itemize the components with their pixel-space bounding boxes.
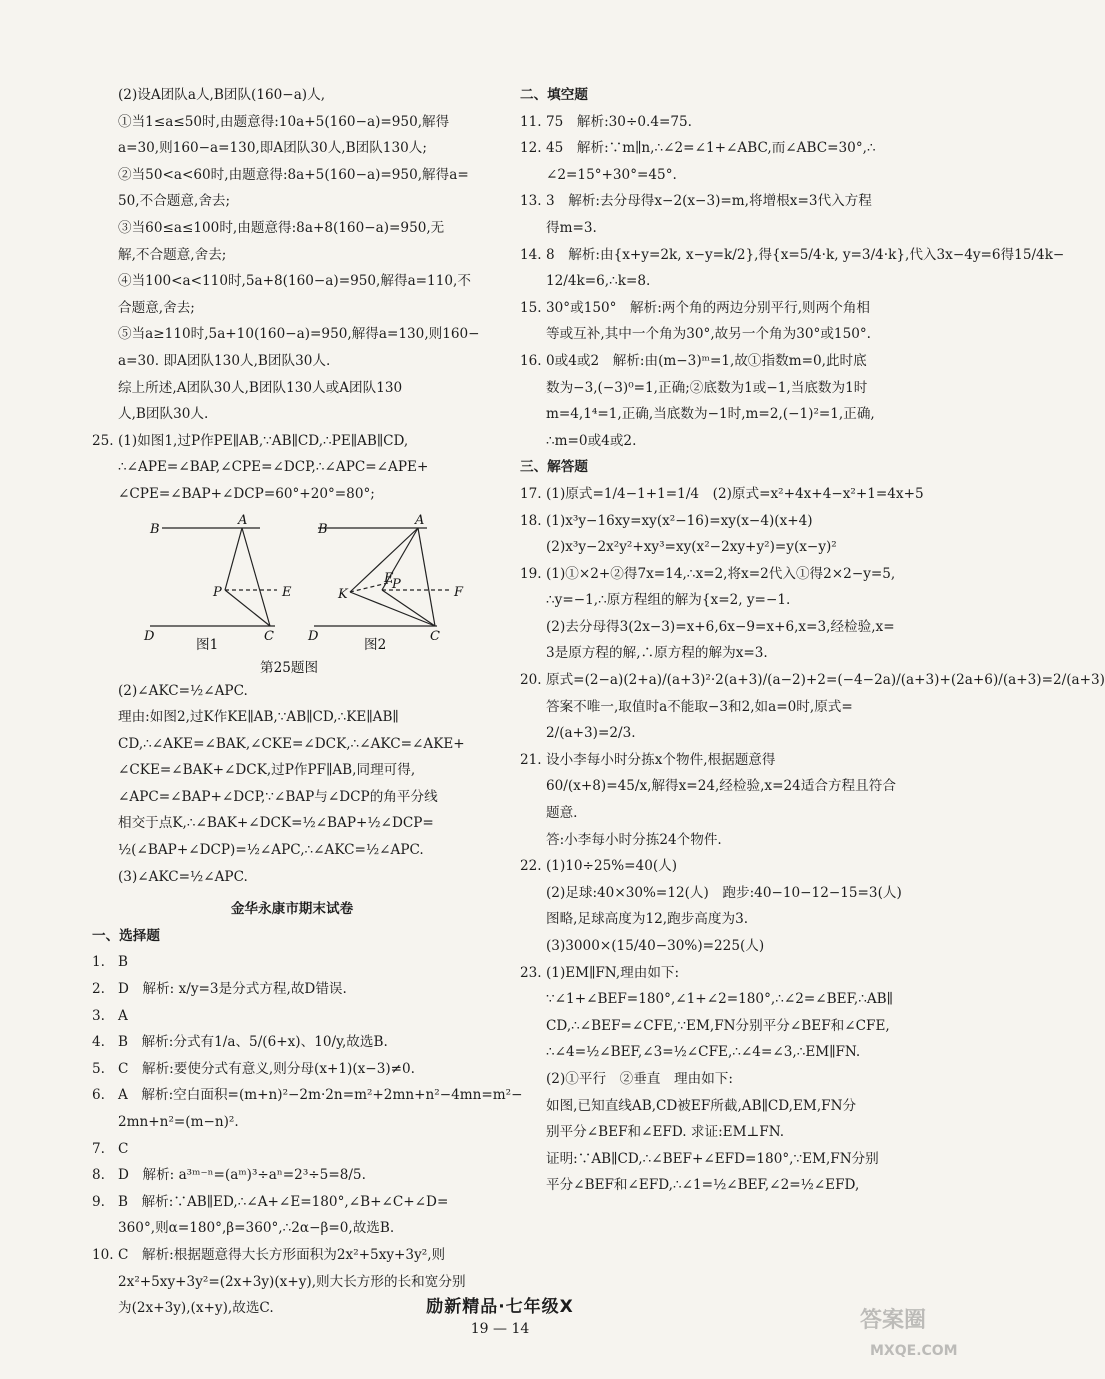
watermark-url: MXQE.COM	[870, 1343, 958, 1359]
text-line: ∠CKE=∠BAK+∠DCK,过P作PF∥AB,同理可得,	[118, 762, 416, 779]
answer-text: m=4,1⁴=1,正确,当底数为−1时,m=2,(−1)²=1,正确,	[546, 406, 875, 423]
question-number: 3.	[92, 1007, 105, 1024]
text-line: (2)∠AKC=½∠APC.	[118, 682, 248, 699]
answer-line	[520, 773, 918, 800]
answer-line	[92, 1189, 492, 1216]
section-choice-title: 一、选择题	[92, 927, 160, 944]
figure-title: 第25题图	[260, 659, 319, 676]
answer-line	[520, 242, 1065, 269]
answer-line	[520, 906, 918, 933]
answer-text: CD,∴∠BEF=∠CFE,∵EM,FN分别平分∠BEF和∠CFE,	[546, 1017, 890, 1034]
answer-line	[520, 268, 918, 295]
text-line: a=30. 即A团队130人,B团队30人.	[118, 352, 331, 369]
line-pc-1	[225, 590, 270, 626]
section-solve-title: 三、解答题	[520, 459, 588, 476]
answer-text: 答:小李每小时分拣24个物件.	[546, 831, 722, 848]
text-line: 相交于点K,∴∠BAK+∠DCK=½∠BAP+½∠DCP=	[118, 815, 434, 832]
answer-line	[92, 949, 492, 976]
answer-text: (2)①平行 ②垂直 理由如下:	[546, 1070, 733, 1087]
answer-line	[520, 135, 918, 162]
line-ac-1	[242, 528, 270, 626]
answer-line	[520, 428, 918, 455]
answer-line	[520, 508, 918, 535]
answer-text: 等或互补,其中一个角为30°,故另一个角为30°或150°.	[546, 326, 871, 343]
answer-text: (1)①×2+②得7x=14,∴x=2,将x=2代入①得2×2−y=5,	[546, 565, 896, 582]
label-fig1-a: A	[238, 512, 248, 528]
answer-line	[92, 1242, 492, 1269]
answer-line	[92, 1136, 492, 1163]
answer-line	[520, 587, 918, 614]
answer-line	[92, 1029, 492, 1056]
answer-line	[520, 827, 918, 854]
line-ap-1	[225, 528, 242, 590]
answer-line	[520, 215, 918, 242]
answer-text: B 解析:分式有1/a、5/(6+x)、10/y,故选B.	[118, 1034, 388, 1051]
caption-fig2: 图2	[364, 636, 387, 653]
answer-line	[520, 1146, 918, 1173]
answer-line	[520, 1093, 918, 1120]
question-number: 13.	[520, 193, 542, 210]
answer-line	[520, 960, 918, 987]
answer-line	[520, 1013, 918, 1040]
answer-line	[92, 1215, 492, 1242]
answer-text: 平分∠BEF和∠EFD,∴∠1=½∠BEF,∠2=½∠EFD,	[546, 1177, 860, 1194]
label-fig2-f: F	[454, 584, 464, 600]
question-number: 11.	[520, 113, 542, 130]
solve-answers	[520, 481, 1105, 1199]
text-line: ∴∠APE=∠BAP,∠CPE=∠DCP,∴∠APC=∠APE+	[118, 459, 429, 476]
label-fig1-c: C	[264, 628, 274, 644]
question-number: 14.	[520, 246, 542, 263]
text-line: 解,不合题意,舍去;	[118, 246, 227, 263]
answer-line	[520, 1066, 918, 1093]
label-fig1-e: E	[282, 584, 292, 600]
question-number: 9.	[92, 1193, 105, 1210]
geometry-figures	[92, 508, 472, 678]
fill-answers	[520, 109, 1065, 455]
answer-text: (1)EM∥FN,理由如下:	[546, 964, 680, 981]
answer-text: 别平分∠BEF和∠EFD. 求证:EM⊥FN.	[546, 1124, 785, 1141]
answer-line	[92, 1109, 492, 1136]
question-number: 12.	[520, 140, 542, 157]
answer-text: (1)10÷25%=40(人)	[546, 858, 678, 875]
answer-text: 30°或150° 解析:两个角的两边分别平行,则两个角相	[546, 299, 871, 316]
question-number: 15.	[520, 299, 542, 316]
answer-line	[520, 188, 918, 215]
answer-line	[520, 720, 918, 747]
question-number: 7.	[92, 1140, 105, 1157]
answer-text: B 解析:∵AB∥ED,∴∠A+∠E=180°,∠B+∠C+∠D=	[118, 1193, 449, 1210]
label-fig2-c: C	[430, 628, 440, 644]
answer-text: (2)x³y−2x²y²+xy³=xy(x²−2xy+y²)=y(x−y)²	[546, 539, 837, 556]
answer-line	[520, 1172, 918, 1199]
answer-line	[520, 348, 918, 375]
question-number: 5.	[92, 1060, 105, 1077]
answer-text: ∴y=−1,∴原方程组的解为{x=2, y=−1.	[546, 592, 791, 609]
answer-line	[92, 1162, 492, 1189]
answer-line	[520, 640, 918, 667]
question-number: 8.	[92, 1167, 105, 1184]
answer-line	[520, 1039, 918, 1066]
answer-text: 60/(x+8)=45/x,解得x=24,经检验,x=24适合方程且符合	[546, 778, 896, 795]
text-line: (2)设A团队a人,B团队(160−a)人,	[118, 87, 326, 103]
section-fill-title: 二、填空题	[520, 87, 588, 103]
answer-text: 原式=(2−a)(2+a)/(a+3)²·2(a+3)/(a−2)+2=(−4−2a)/(a+3)+(2a+6)/(a+3)=2/(a+3)	[546, 672, 1105, 689]
answer-text: 8 解析:由{x+y=2k, x−y=k/2},得{x=5/4·k, y=3/4·k},代入3x−4y=6得15/4k−	[546, 246, 1065, 263]
text-line: a=30,则160−a=130,即A团队30人,B团队130人;	[118, 140, 427, 157]
answer-text: 2mn+n²=(m−n)².	[118, 1114, 239, 1130]
answer-line	[520, 800, 918, 827]
question-number: 4.	[92, 1034, 105, 1051]
answer-line	[520, 481, 924, 508]
question-number: 16.	[520, 352, 542, 369]
label-fig2-a: A	[415, 512, 425, 528]
answer-text: 75 解析:30÷0.4=75.	[546, 113, 692, 130]
text-line: 理由:如图2,过K作KE∥AB,∵AB∥CD,∴KE∥AB∥	[118, 709, 399, 726]
answer-text: 图略,足球高度为12,跑步高度为3.	[546, 911, 749, 928]
question-number: 23.	[520, 964, 542, 981]
answer-text: D 解析: a³ᵐ⁻ⁿ=(aᵐ)³÷aⁿ=2³÷5=8/5.	[118, 1167, 366, 1184]
answer-text: C 解析:根据题意得大长方形面积为2x²+5xy+3y²,则	[118, 1246, 446, 1263]
text-line: 25. (1)如图1,过P作PE∥AB,∵AB∥CD,∴PE∥AB∥CD,	[92, 432, 409, 449]
answer-line	[520, 986, 918, 1013]
answer-line	[92, 1082, 523, 1109]
answer-text: 0或4或2 解析:由(m−3)ᵐ=1,故①指数m=0,此时底	[546, 352, 867, 369]
question-number: 19.	[520, 565, 542, 582]
answer-text: 如图,已知直线AB,CD被EF所截,AB∥CD,EM,FN分	[546, 1097, 857, 1114]
text-line: ①当1≤a≤50时,由题意得:10a+5(160−a)=950,解得	[118, 113, 450, 130]
question-number: 6.	[92, 1087, 105, 1104]
answer-line	[520, 853, 918, 880]
answer-text: 45 解析:∵m∥n,∴∠2=∠1+∠ABC,而∠ABC=30°,∴	[546, 140, 876, 157]
answer-text: C	[118, 1140, 129, 1157]
answer-line	[520, 295, 918, 322]
text-line: ½(∠BAP+∠DCP)=½∠APC,∴∠AKC=½∠APC.	[118, 842, 424, 859]
answer-line	[520, 401, 918, 428]
answer-text: 题意.	[546, 805, 578, 822]
answer-text: A	[118, 1007, 128, 1024]
answer-text: 为(2x+3y),(x+y),故选C.	[118, 1300, 274, 1317]
page-footer	[390, 1292, 610, 1337]
answer-text: C 解析:要使分式有意义,则分母(x+1)(x−3)≠0.	[118, 1060, 416, 1077]
answer-text: (2)足球:40×30%=12(人) 跑步:40−10−12−15=3(人)	[546, 884, 902, 901]
answer-line	[520, 534, 918, 561]
answer-text: B	[118, 954, 128, 971]
text-line: 综上所述,A团队30人,B团队130人或A团队130	[118, 379, 403, 396]
figure-1	[150, 528, 277, 626]
answer-text: (1)x³y−16xy=xy(x²−16)=xy(x−4)(x+4)	[546, 512, 813, 529]
answer-line	[520, 1119, 918, 1146]
answer-text: 3是原方程的解,∴原方程的解为x=3.	[546, 645, 768, 662]
label-fig1-b: B	[150, 521, 160, 537]
answer-text: (1)原式=1/4−1+1=1/4 (2)原式=x²+4x+4−x²+1=4x+5	[546, 485, 924, 502]
label-fig2-k: K	[338, 586, 348, 602]
answer-line	[520, 561, 918, 588]
question-number: 18.	[520, 512, 542, 529]
label-fig1-p: P	[213, 584, 222, 600]
figure-2	[314, 528, 452, 626]
answer-line	[92, 1056, 492, 1083]
answer-text: ∴m=0或4或2.	[546, 432, 637, 449]
answer-line	[520, 375, 918, 402]
question-number: 22.	[520, 858, 542, 875]
question-number: 17.	[520, 485, 542, 502]
answer-text: 得m=3.	[546, 219, 597, 236]
q25-part2-3	[92, 678, 492, 891]
answer-text: 答案不唯一,取值时a不能取−3和2,如a=0时,原式=	[546, 698, 853, 715]
label-fig2-d: D	[308, 628, 319, 644]
answer-line	[520, 614, 918, 641]
answer-text: ∴∠4=½∠BEF,∠3=½∠CFE,∴∠4=∠3,∴EM∥FN.	[546, 1044, 861, 1061]
answer-text: ∵∠1+∠BEF=180°,∠1+∠2=180°,∴∠2=∠BEF,∴AB∥	[546, 991, 893, 1008]
answer-line	[520, 747, 918, 774]
label-fig2-p: P	[392, 576, 401, 592]
answer-line	[520, 933, 918, 960]
answer-text: ∠2=15°+30°=45°.	[546, 166, 677, 183]
answer-text: 12/4k=6,∴k=8.	[546, 273, 651, 290]
text-line: ⑤当a≥110时,5a+10(160−a)=950,解得a=130,则160−	[118, 326, 480, 343]
text-line: ∠CPE=∠BAP+∠DCP=60°+20°=80°;	[118, 485, 375, 502]
answer-line	[520, 109, 918, 136]
text-line: 人,B团队30人.	[118, 406, 209, 423]
label-fig1-d: D	[144, 628, 155, 644]
answer-text: D 解析: x/y=3是分式方程,故D错误.	[118, 981, 347, 998]
text-line: (3)∠AKC=½∠APC.	[118, 868, 248, 885]
question-number: 1.	[92, 954, 105, 971]
watermark-logo	[840, 1289, 990, 1369]
answer-text: 设小李每小时分拣x个物件,根据题意得	[546, 751, 776, 768]
answer-text: (3)3000×(15/40−30%)=225(人)	[546, 938, 765, 954]
question-number: 10.	[92, 1246, 114, 1263]
caption-fig1: 图1	[196, 636, 219, 653]
footer-brand: 励新精品·七年级X	[426, 1297, 574, 1317]
answer-line	[520, 880, 918, 907]
exam-title: 金华永康市期末试卷	[230, 901, 354, 918]
text-line: ④当100<a<110时,5a+8(160−a)=950,解得a=110,不	[118, 273, 471, 290]
q24-solution	[92, 82, 492, 508]
page-number: 19 — 14	[470, 1321, 530, 1337]
answer-text: 证明:∵AB∥CD,∴∠BEF+∠EFD=180°,∵EM,FN分别	[546, 1150, 879, 1167]
label-fig2-b: B	[318, 521, 328, 537]
answer-text: 360°,则α=180°,β=360°,∴2α−β=0,故选B.	[118, 1220, 395, 1237]
figure-25	[92, 508, 492, 678]
answer-text: 数为−3,(−3)⁰=1,正确;②底数为1或−1,当底数为1时	[546, 379, 868, 396]
question-number: 20.	[520, 672, 542, 689]
question-number: 21.	[520, 751, 542, 768]
answer-line	[520, 162, 918, 189]
answer-line	[92, 976, 492, 1003]
answer-text: 3 解析:去分母得x−2(x−3)=m,将增根x=3代入方程	[546, 193, 872, 210]
question-number: 2.	[92, 981, 105, 998]
text-line: 50,不合题意,舍去;	[118, 193, 231, 210]
answer-text: 2/(a+3)=2/3.	[546, 725, 636, 742]
answer-line	[92, 1003, 492, 1030]
text-line: ③当60≤a≤100时,由题意得:8a+8(160−a)=950,无	[118, 219, 445, 236]
watermark-text: 答案圈	[860, 1308, 927, 1333]
answer-line	[520, 667, 1105, 694]
right-column	[520, 82, 1105, 1199]
answer-line	[520, 321, 918, 348]
line-ac-2	[418, 528, 435, 626]
answer-text: (2)去分母得3(2x−3)=x+6,6x−9=x+6,x=3,经检验,x=	[546, 618, 895, 635]
label-fig2-e: E	[384, 570, 394, 586]
text-line: CD,∴∠AKE=∠BAK,∠CKE=∠DCK,∴∠AKC=∠AKE+	[118, 735, 465, 752]
answer-text: 2x²+5xy+3y²=(2x+3y)(x+y),则大长方形的长和宽分别	[118, 1273, 466, 1290]
text-line: ②当50<a<60时,由题意得:8a+5(160−a)=950,解得a=	[118, 166, 469, 183]
answer-line	[520, 694, 918, 721]
text-line: 合题意,舍去;	[118, 299, 195, 316]
text-line: ∠APC=∠BAP+∠DCP,∵∠BAP与∠DCP的角平分线	[118, 788, 438, 805]
answer-text: A 解析:空白面积=(m+n)²−2m·2n=m²+2mn+n²−4mn=m²−	[118, 1087, 523, 1104]
